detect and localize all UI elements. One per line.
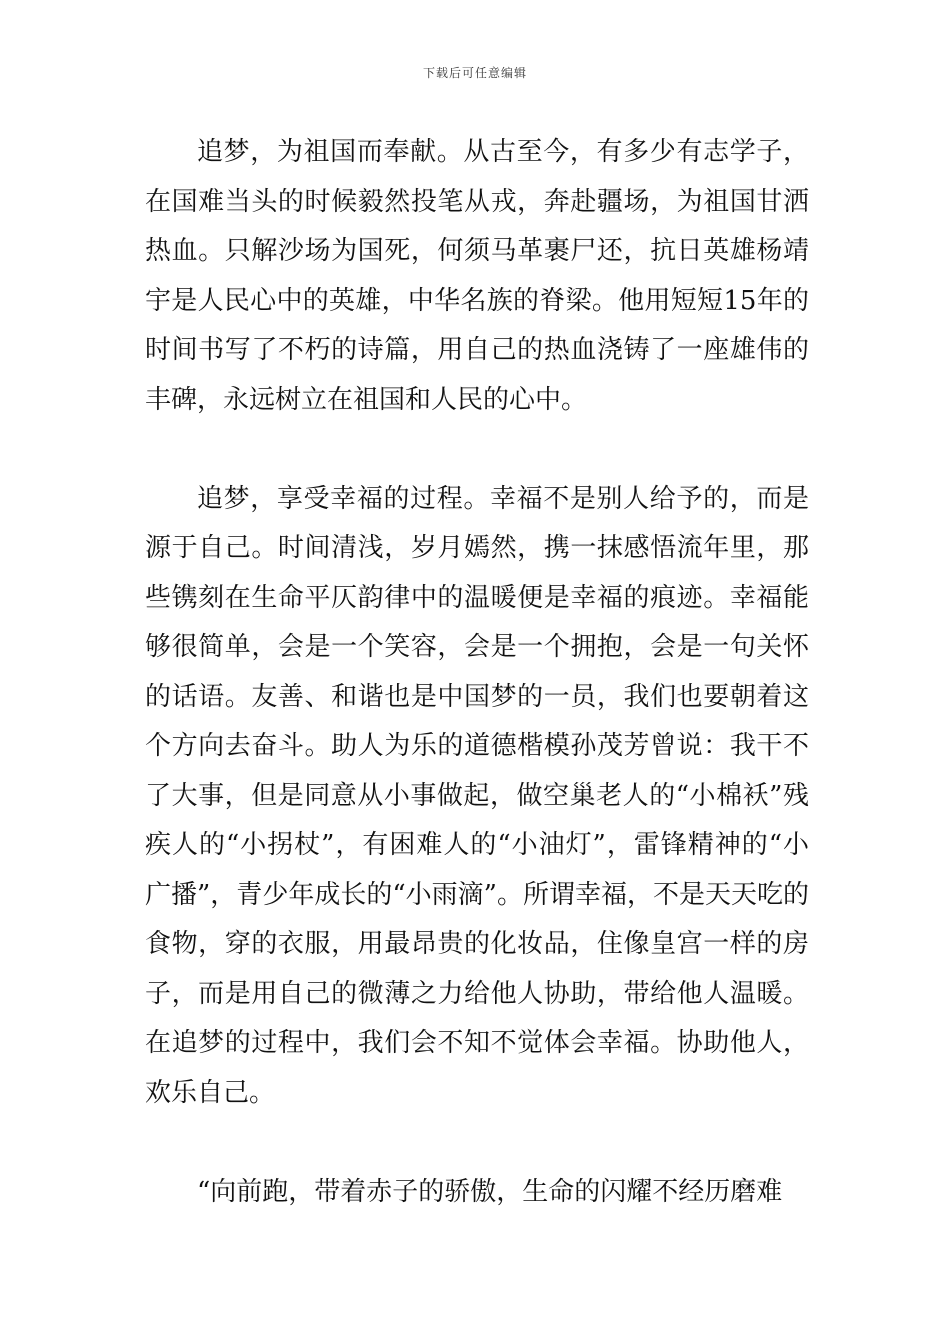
- document-body: [145, 128, 809, 1217]
- page-header: 下载后可任意编辑: [422, 66, 527, 80]
- paragraph-2: 追梦，享受幸福的过程。幸福不是别人给予的，而是源于自己。时间清浅，岁月嫣然，携一抹感悟流年里，那些镌刻在生命平仄韵律中的温暖便是幸福的痕迹。幸福能够很简单，会是一个笑容，会是一个拥抱，会是一句关怀的话语。友善、和谐也是中国梦的一员，我们也要朝着这个方向去奋斗。助人为乐的道德楷模孙茂芳曾说：我干不了大事，但是同意从小事做起，做空巢老人的“小棉袄”残疾人的“小拐杖”，有困难人的“小油灯”，雷锋精神的“小广播”，青少年成长的“小雨滴”。所谓幸福，不是天天吃的食物，穿的衣服，用最昂贵的化妆品，住像皇宫一样的房子，而是用自己的微薄之力给他人协助，带给他人温暖。在追梦的过程中，我们会不知不觉体会幸福。协助他人，欢乐自己。: [145, 483, 809, 1108]
- paragraph-3: “向前跑，带着赤子的骄傲，生命的闪耀不经历磨难: [197, 1176, 783, 1207]
- paragraph-1: 追梦，为祖国而奉献。从古至今，有多少有志学子，在国难当头的时候毅然投笔从戎，奔赴疆场，为祖国甘洒热血。只解沙场为国死，何须马革裹尸还，抗日英雄杨靖宇是人民心中的英雄，中华名族的脊梁。他用短短15年的时间书写了不朽的诗篇，用自己的热血浇铸了一座雄伟的丰碑，永远树立在祖国和人民的心中。: [145, 137, 809, 415]
